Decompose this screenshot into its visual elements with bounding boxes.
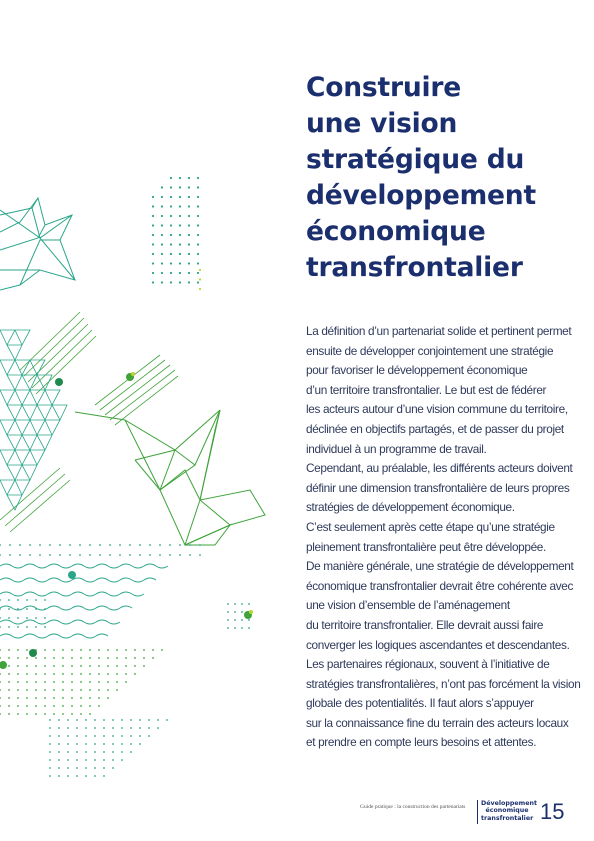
footer-divider (477, 800, 478, 824)
body-line: sur la connaissance fine du terrain des acteurs locaux (306, 715, 569, 730)
body-line: d’un territoire transfrontalier. Le but est de fédérer (306, 382, 547, 397)
body-line: du territoire transfrontalier. Elle devrait aussi faire (306, 617, 544, 632)
body-line: La définition d’un partenariat solide et pertinent permet (306, 324, 572, 338)
page-title (306, 70, 576, 286)
title-line: stratégique du (306, 144, 525, 175)
teal-star-shape (0, 198, 75, 290)
body-line: une vision d’ensemble de l’aménagement (306, 598, 510, 613)
body-line: stratégies de développement économique. (306, 500, 515, 515)
title-line: transfrontalier (306, 252, 523, 283)
wavy-lines (0, 564, 168, 638)
body-line: C’est seulement après cette étape qu’une stratégie (306, 519, 555, 534)
footer-brand-line: économique (485, 807, 529, 815)
footer-brand (481, 800, 537, 822)
body-line: Les partenaires régionaux, souvent à l’initiative de (306, 657, 550, 672)
body-line: déclinée en objectifs partagés, et de passer du projet (306, 421, 564, 436)
dot-grids (0, 177, 250, 777)
body-line: les acteurs autour d’une vision commune du territoire, (306, 402, 568, 417)
body-line: converger les logiques ascendantes et descendantes. (306, 637, 570, 652)
body-line: Cependant, au préalable, les différents acteurs doivent (306, 461, 573, 476)
title-line: Construire (306, 72, 462, 103)
body-line: ensuite de développer conjointement une stratégie (306, 343, 554, 358)
title-line: une vision (306, 108, 458, 139)
title-line: économique (306, 216, 486, 247)
footer-brand-line: transfrontalier (481, 814, 534, 822)
page-number: 15 (540, 799, 565, 824)
diagonal-lines (0, 312, 178, 532)
title-line: développement (306, 180, 536, 211)
footer-brand-line: Développement (481, 800, 537, 807)
body-line: pour favoriser le développement économique (306, 363, 528, 378)
body-line: individuel à un programme de travail. (306, 441, 487, 456)
body-line: pleinement transfrontalière peut être développée. (306, 539, 546, 554)
footer-guide-title: Guide pratique : la construction des partenariats (360, 804, 466, 810)
body-line: globale des potentialités. Il faut alors s’appuyer (306, 696, 534, 711)
body-line: De manière générale, une stratégie de développement (306, 559, 574, 574)
body-line: définir une dimension transfrontalière de leurs propres (306, 480, 570, 495)
green-star-shape (75, 410, 265, 545)
body-text (306, 322, 581, 753)
body-line: stratégies transfrontalières, n’ont pas forcément la vision (306, 676, 581, 691)
body-line: et prendre en compte leurs besoins et attentes. (306, 735, 537, 750)
body-line: économique transfrontalier devrait être cohérente avec (306, 578, 574, 593)
